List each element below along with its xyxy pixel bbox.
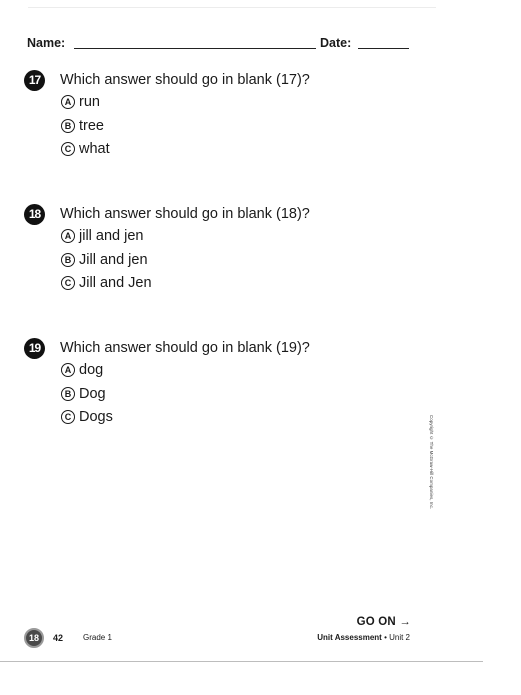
option-text: Dog <box>79 386 106 402</box>
question-number-badge: 17 <box>24 70 45 91</box>
assessment-title: Unit Assessment <box>317 633 382 642</box>
bottom-rule <box>0 661 483 662</box>
option-letter-b-icon: B <box>61 119 75 133</box>
option-a[interactable] <box>61 94 100 110</box>
page-footer <box>24 628 414 650</box>
option-b[interactable] <box>61 118 104 134</box>
option-c[interactable] <box>61 141 110 157</box>
grade-label: Grade 1 <box>83 633 112 642</box>
option-a[interactable] <box>61 228 144 244</box>
date-field-line[interactable] <box>358 48 409 49</box>
option-letter-a-icon: A <box>61 229 75 243</box>
question-number-badge: 19 <box>24 338 45 359</box>
question-number-badge: 18 <box>24 204 45 225</box>
option-letter-c-icon: C <box>61 142 75 156</box>
option-text: Jill and Jen <box>79 275 152 291</box>
option-letter-a-icon: A <box>61 95 75 109</box>
question-text: Which answer should go in blank (17)? <box>60 72 310 88</box>
page-number: 42 <box>53 633 64 643</box>
copyright-notice: Copyright © The McGraw-Hill Companies, Inc. <box>429 415 434 509</box>
option-a[interactable] <box>61 362 103 378</box>
option-text: Jill and jen <box>79 252 148 268</box>
option-text: what <box>79 141 110 157</box>
option-b[interactable] <box>61 386 106 402</box>
question-text: Which answer should go in blank (18)? <box>60 206 310 222</box>
go-on-label: GO ON → <box>356 616 411 628</box>
option-text: jill and jen <box>79 228 144 244</box>
name-date-header <box>27 34 417 52</box>
unit-number: Unit 2 <box>389 633 410 642</box>
option-letter-a-icon: A <box>61 363 75 377</box>
option-letter-c-icon: C <box>61 410 75 424</box>
option-letter-c-icon: C <box>61 276 75 290</box>
name-label: Name: <box>27 36 66 50</box>
name-field-line[interactable] <box>74 48 316 49</box>
option-text: tree <box>79 118 104 134</box>
footer-separator: • <box>381 633 390 642</box>
page-top-rule <box>28 7 436 8</box>
date-label: Date: <box>320 36 352 50</box>
option-text: dog <box>79 362 104 378</box>
question-text: Which answer should go in blank (19)? <box>60 340 310 356</box>
option-letter-b-icon: B <box>61 253 75 267</box>
option-c[interactable] <box>61 409 113 425</box>
option-b[interactable] <box>61 252 148 268</box>
option-c[interactable] <box>61 275 152 291</box>
option-letter-b-icon: B <box>61 387 75 401</box>
option-text: Dogs <box>79 409 113 425</box>
unit-label <box>317 633 410 642</box>
option-text: run <box>79 94 100 110</box>
page-number-badge: 18 <box>24 628 44 648</box>
